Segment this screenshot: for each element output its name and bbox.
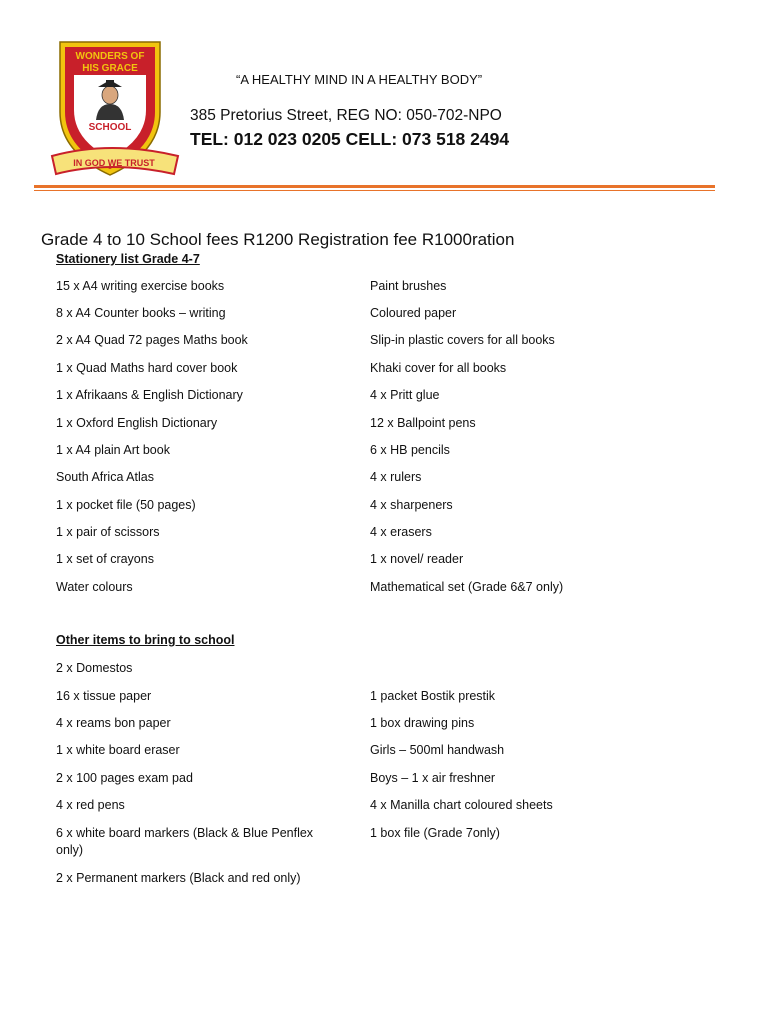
list-item: 1 x A4 plain Art book bbox=[56, 443, 170, 457]
list-item: Girls – 500ml handwash bbox=[370, 743, 505, 757]
list-item: Slip-in plastic covers for all books bbox=[370, 333, 555, 347]
list-item: 4 x sharpeners bbox=[370, 498, 453, 512]
list-item: Coloured paper bbox=[370, 306, 457, 320]
other-items-heading: Other items to bring to school bbox=[56, 633, 235, 647]
list-item: 1 x pair of scissors bbox=[56, 525, 160, 539]
list-item: 6 x white board markers (Black & Blue Penflex only) bbox=[56, 826, 314, 857]
school-logo bbox=[50, 40, 180, 180]
logo-banner-text: IN GOD WE TRUST bbox=[73, 158, 155, 168]
logo-top-text-1: WONDERS OF bbox=[75, 51, 145, 62]
list-item: 1 x Quad Maths hard cover book bbox=[56, 361, 238, 375]
list-item: 2 x Domestos bbox=[56, 661, 133, 675]
list-item: Khaki cover for all books bbox=[370, 361, 507, 375]
school-telephone: TEL: 012 023 0205 CELL: 073 518 2494 bbox=[190, 129, 510, 149]
list-item: 4 x Manilla chart coloured sheets bbox=[370, 798, 553, 812]
list-item: 1 packet Bostik prestik bbox=[370, 689, 496, 703]
list-item: 4 x Pritt glue bbox=[370, 388, 440, 402]
list-item: Water colours bbox=[56, 580, 133, 594]
logo-top-text-2: HIS GRACE bbox=[82, 63, 138, 74]
school-motto: “A HEALTHY MIND IN A HEALTHY BODY” bbox=[236, 72, 483, 87]
list-item: 2 x Permanent markers (Black and red only) bbox=[56, 871, 301, 885]
list-item: 1 x pocket file (50 pages) bbox=[56, 498, 196, 512]
list-item: 1 x Oxford English Dictionary bbox=[56, 416, 218, 430]
list-item: 2 x A4 Quad 72 pages Maths book bbox=[56, 333, 248, 347]
list-item: 1 x set of crayons bbox=[56, 552, 154, 566]
list-item: 1 x novel/ reader bbox=[370, 552, 464, 566]
list-item: 1 x white board eraser bbox=[56, 743, 180, 757]
list-item: Mathematical set (Grade 6&7 only) bbox=[370, 580, 564, 594]
list-item: 2 x 100 pages exam pad bbox=[56, 771, 193, 785]
list-item: 4 x reams bon paper bbox=[56, 716, 171, 730]
list-item: 15 x A4 writing exercise books bbox=[56, 279, 225, 293]
list-item: 4 x rulers bbox=[370, 470, 422, 484]
school-address: 385 Pretorius Street, REG NO: 050-702-NPO bbox=[190, 107, 502, 124]
list-item: 1 x Afrikaans & English Dictionary bbox=[56, 388, 243, 402]
list-item: 4 x red pens bbox=[56, 798, 125, 812]
list-item: South Africa Atlas bbox=[56, 470, 154, 484]
stationery-heading: Stationery list Grade 4-7 bbox=[56, 252, 200, 266]
list-item: Boys – 1 x air freshner bbox=[370, 771, 496, 785]
list-item: 1 box drawing pins bbox=[370, 716, 475, 730]
fees-line: Grade 4 to 10 School fees R1200 Registration fee R1000ration bbox=[41, 230, 515, 249]
list-item: 6 x HB pencils bbox=[370, 443, 450, 457]
list-item: 16 x tissue paper bbox=[56, 689, 152, 703]
list-item: 8 x A4 Counter books – writing bbox=[56, 306, 226, 320]
list-item: 4 x erasers bbox=[370, 525, 432, 539]
header-divider bbox=[34, 185, 715, 188]
list-item: Paint brushes bbox=[370, 279, 447, 293]
logo-middle-text: SCHOOL bbox=[88, 122, 132, 133]
list-item: 1 box file (Grade 7only) bbox=[370, 826, 500, 840]
header-divider-thin bbox=[34, 190, 715, 191]
list-item: 12 x Ballpoint pens bbox=[370, 416, 476, 430]
